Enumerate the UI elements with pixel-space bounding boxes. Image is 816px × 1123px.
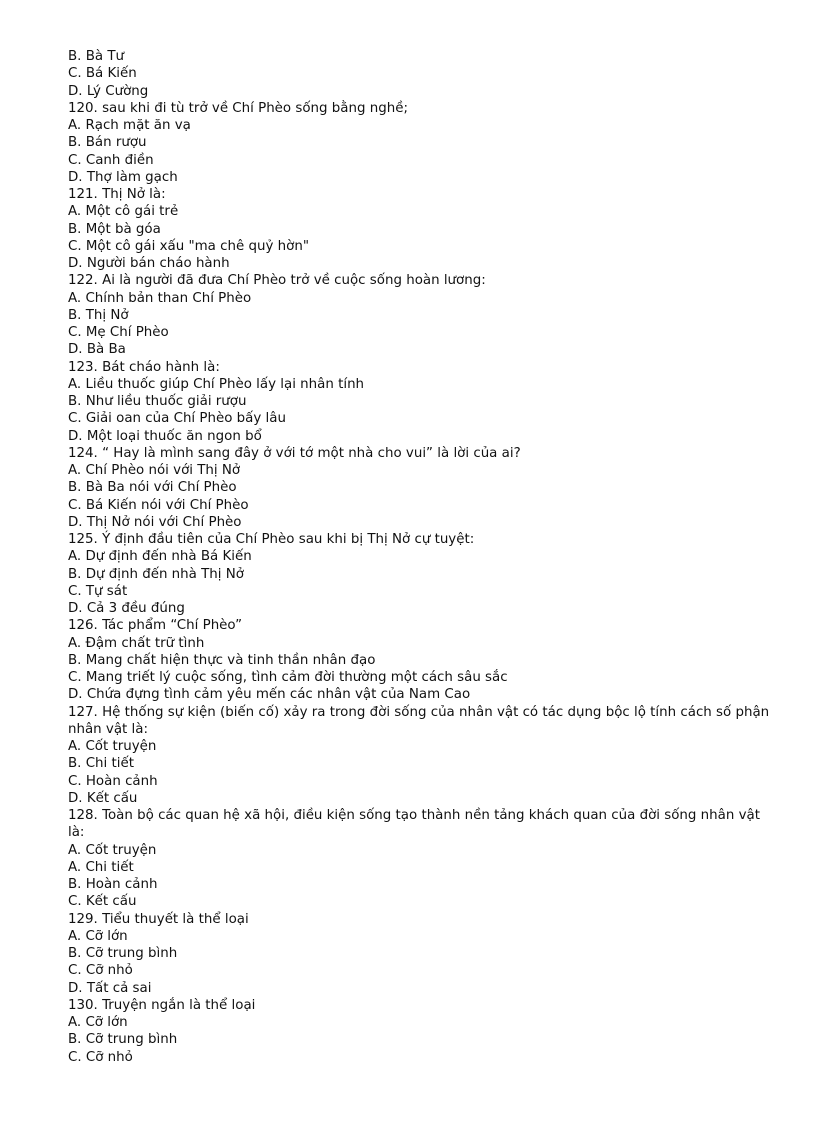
option-line: B. Hoàn cảnh bbox=[68, 877, 158, 892]
option-line: B. Chi tiết bbox=[68, 756, 134, 772]
option-line: C. Kết cấu bbox=[68, 894, 137, 910]
option-line: C. Giải oan của Chí Phèo bấy lâu bbox=[68, 411, 286, 427]
option-line: D. Chứa đựng tình cảm yêu mến các nhân vật của Nam Cao bbox=[68, 687, 471, 703]
option-line: B. Cỡ trung bình bbox=[68, 946, 178, 961]
option-line: C. Bá Kiến nói với Chí Phèo bbox=[68, 497, 249, 513]
option-line: C. Một cô gái xấu "ma chê quỷ hờn" bbox=[68, 238, 309, 254]
option-line: C. Mang triết lý cuộc sống, tình cảm đời thường một cách sâu sắc bbox=[68, 670, 508, 685]
option-line: C. Bá Kiến bbox=[68, 66, 137, 82]
option-line: A. Cốt truyện bbox=[68, 739, 157, 754]
question-129: 129. Tiểu thuyết là thể loại bbox=[68, 911, 249, 927]
option-line: D. Thị Nở nói với Chí Phèo bbox=[68, 514, 242, 530]
question-125: 125. Ý định đầu tiên của Chí Phèo sau khi bị Thị Nở cự tuyệt: bbox=[68, 532, 475, 547]
document-page bbox=[68, 48, 778, 1066]
option-line: A. Dự định đến nhà Bá Kiến bbox=[68, 549, 252, 565]
option-line: A. Chi tiết bbox=[68, 859, 134, 875]
option-line: B. Bán rượu bbox=[68, 135, 147, 151]
question-130: 130. Truyện ngắn là thể loại bbox=[68, 997, 256, 1013]
option-line: C. Tự sát bbox=[68, 583, 128, 599]
option-line: D. Tất cả sai bbox=[68, 980, 152, 996]
question-128: 128. Toàn bộ các quan hệ xã hội, điều kiện sống tạo thành nền tảng khách quan của đời sống nhân vật là: bbox=[68, 808, 765, 841]
question-127: 127. Hệ thống sự kiện (biến cố) xảy ra trong đời sống của nhân vật có tác dụng bộc lộ tính cách số phận nhân vật là: bbox=[68, 704, 774, 737]
option-line: A. Cỡ lớn bbox=[68, 1015, 128, 1030]
question-126: 126. Tác phẩm “Chí Phèo” bbox=[68, 618, 243, 634]
option-line: C. Cỡ nhỏ bbox=[68, 1049, 133, 1065]
option-line: B. Một bà góa bbox=[68, 221, 161, 237]
question-120: 120. sau khi đi tù trở về Chí Phèo sống bằng nghề; bbox=[68, 100, 408, 116]
option-line: D. Người bán cháo hành bbox=[68, 256, 230, 271]
option-line: C. Mẹ Chí Phèo bbox=[68, 325, 169, 340]
option-line: D. Cả 3 đều đúng bbox=[68, 601, 185, 616]
option-line: B. Thị Nở bbox=[68, 307, 129, 323]
option-line: A. Chính bản than Chí Phèo bbox=[68, 290, 252, 306]
option-line: A. Liều thuốc giúp Chí Phèo lấy lại nhân tính bbox=[68, 376, 365, 392]
option-line: A. Một cô gái trẻ bbox=[68, 204, 179, 220]
option-line: D. Thợ làm gạch bbox=[68, 169, 178, 185]
option-line: A. Cỡ lớn bbox=[68, 928, 128, 944]
option-line: B. Bà Tư bbox=[68, 49, 125, 64]
option-line: A. Chí Phèo nói với Thị Nở bbox=[68, 463, 241, 478]
option-line: B. Cỡ trung bình bbox=[68, 1032, 178, 1048]
option-line: D. Bà Ba bbox=[68, 342, 126, 358]
question-123: 123. Bát cháo hành là: bbox=[68, 359, 220, 375]
option-line: C. Canh điền bbox=[68, 152, 154, 168]
option-line: D. Lý Cường bbox=[68, 83, 149, 99]
option-line: A. Đậm chất trữ tình bbox=[68, 635, 205, 651]
option-line: D. Một loại thuốc ăn ngon bổ bbox=[68, 428, 262, 444]
option-line: B. Mang chất hiện thực và tinh thần nhân đạo bbox=[68, 652, 376, 668]
option-line: B. Như liều thuốc giải rượu bbox=[68, 394, 247, 409]
option-line: B. Dự định đến nhà Thị Nở bbox=[68, 566, 244, 582]
question-121: 121. Thị Nở là: bbox=[68, 187, 166, 202]
option-line: C. Cỡ nhỏ bbox=[68, 963, 133, 979]
option-line: C. Hoàn cảnh bbox=[68, 773, 158, 789]
option-line: B. Bà Ba nói với Chí Phèo bbox=[68, 480, 237, 496]
question-122: 122. Ai là người đã đưa Chí Phèo trở về cuộc sống hoàn lương: bbox=[68, 273, 486, 289]
option-line: A. Rạch mặt ăn vạ bbox=[68, 118, 191, 133]
option-line: A. Cốt truyện bbox=[68, 842, 157, 858]
question-124: 124. “ Hay là mình sang đây ở với tớ một nhà cho vui” là lời của ai? bbox=[68, 445, 521, 461]
option-line: D. Kết cấu bbox=[68, 790, 138, 806]
